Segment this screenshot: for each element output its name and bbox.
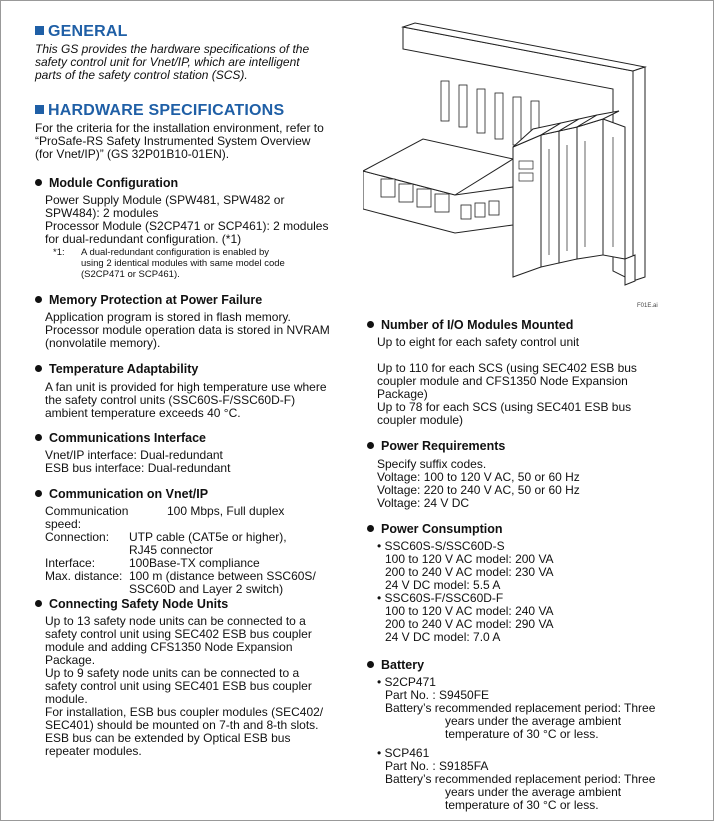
- bullet-icon: •: [377, 675, 382, 689]
- bullet-dot-icon: [35, 296, 42, 303]
- table-row: Max. distance: 100 m (distance between SSC60S/: [45, 569, 316, 583]
- bullet-dot-icon: [367, 525, 374, 532]
- bullet-dot-icon: [367, 321, 374, 328]
- memory-title: Memory Protection at Power Failure: [35, 293, 262, 307]
- temperature-body: A fan unit is provided for high temperature use where the safety control units (SSC60S-F/SSC60D-F) ambient temperature exceeds 40 °C.: [45, 380, 327, 420]
- bullet-dot-icon: [35, 600, 42, 607]
- safety-control-unit-illustration: [363, 19, 663, 301]
- figure-caption: F01E.ai: [637, 303, 658, 309]
- comm-vnet-title: Communication on Vnet/IP: [35, 487, 208, 501]
- power-cons-body: • SSC60S-S/SSC60D-S 100 to 120 V AC model: 200 VA 200 to 240 V AC model: 230 VA 24 V DC model: 5.5 A • SSC60S-F/SSC60D-F 100 to 120 V AC model: 240 VA 200 to 240 V AC model: 290 VA 24 V DC model: 7.0 A: [377, 539, 554, 644]
- bullet-dot-icon: [35, 434, 42, 441]
- bullet-icon: •: [377, 746, 382, 760]
- table-row: Interface: 100Base-TX compliance: [45, 556, 260, 570]
- bullet-dot-icon: [35, 179, 42, 186]
- module-config-title: Module Configuration: [35, 176, 178, 190]
- comm-interface-title: Communications Interface: [35, 431, 206, 445]
- comm-interface-body: Vnet/IP interface: Dual-redundant ESB bus interface: Dual-redundant: [45, 448, 231, 475]
- hardware-heading: HARDWARE SPECIFICATIONS: [35, 102, 284, 120]
- comm-vnet-table: [45, 505, 335, 596]
- heading-square-icon: [35, 26, 44, 35]
- general-heading: GENERAL: [35, 23, 128, 41]
- bullet-icon: •: [377, 591, 385, 605]
- module-config-note: *1: A dual-redundant configuration is enabled by using 2 identical modules with same model code (S2CP471 or SCP461).: [53, 247, 285, 280]
- safety-node-title: Connecting Safety Node Units: [35, 597, 228, 611]
- table-row: SSC60D and Layer 2 switch): [129, 582, 284, 596]
- power-cons-title: Power Consumption: [367, 522, 503, 536]
- power-req-title: Power Requirements: [367, 439, 505, 453]
- hardware-intro: For the criteria for the installation environment, refer to “ProSafe-RS Safety Instrumented System Overview (for Vnet/IP)” (GS 32P01B10-01EN).: [35, 121, 324, 161]
- module-config-body: Power Supply Module (SPW481, SPW482 or SPW484): 2 modules Processor Module (S2CP471 or SCP461): 2 modules for dual-redundant configuration. (*1): [45, 193, 329, 246]
- io-modules-body: Up to eight for each safety control unit Up to 110 for each SCS (using SEC402 ESB bus coupler module and CFS1350 Node Expansion Package) Up to 78 for each SCS (using SEC401 ESB bus coupler module): [377, 335, 637, 427]
- battery-body: • S2CP471 Part No. : S9450FE Battery’s recommended replacement period: Three years under the average ambient temperature of 30 °C or less. • SCP461 Part No. : S9185FA Battery’s recommended replacement period: Three years under the average ambient temperature of 30 °C or less.: [377, 675, 656, 812]
- battery-title: Battery: [367, 658, 424, 672]
- table-row: RJ45 connector: [129, 543, 214, 557]
- bullet-dot-icon: [367, 661, 374, 668]
- safety-node-body: Up to 13 safety node units can be connected to a safety control unit using SEC402 ESB bus coupler module and adding CFS1350 Node Expansion Package. Up to 9 safety node units can be connected to a safety control unit using SEC401 ESB bus coupler module. For installation, ESB bus coupler modules (SEC402/ SEC401) should be mounted on 7-th and 8-th slots. ESB bus can be extended by Optical ESB bus repeater modules.: [45, 614, 324, 758]
- power-req-body: Specify suffix codes. Voltage: 100 to 120 V AC, 50 or 60 Hz Voltage: 220 to 240 V AC, 50 or 60 Hz Voltage: 24 V DC: [377, 457, 580, 510]
- temperature-title: Temperature Adaptability: [35, 362, 198, 376]
- general-text: This GS provides the hardware specifications of the safety control unit for Vnet/IP, which are intelligent parts of the safety control station (SCS).: [35, 42, 310, 82]
- heading-square-icon: [35, 105, 44, 114]
- io-modules-title: Number of I/O Modules Mounted: [367, 318, 573, 332]
- bullet-dot-icon: [35, 490, 42, 497]
- bullet-dot-icon: [367, 442, 374, 449]
- bullet-dot-icon: [35, 365, 42, 372]
- table-row: Connection: UTP cable (CAT5e or higher),: [45, 530, 287, 544]
- memory-body: Application program is stored in flash memory. Processor module operation data is stored in NVRAM (nonvolatile memory).: [45, 310, 330, 350]
- table-row: Communication speed: 100 Mbps, Full duplex: [45, 504, 285, 531]
- bullet-icon: •: [377, 539, 385, 553]
